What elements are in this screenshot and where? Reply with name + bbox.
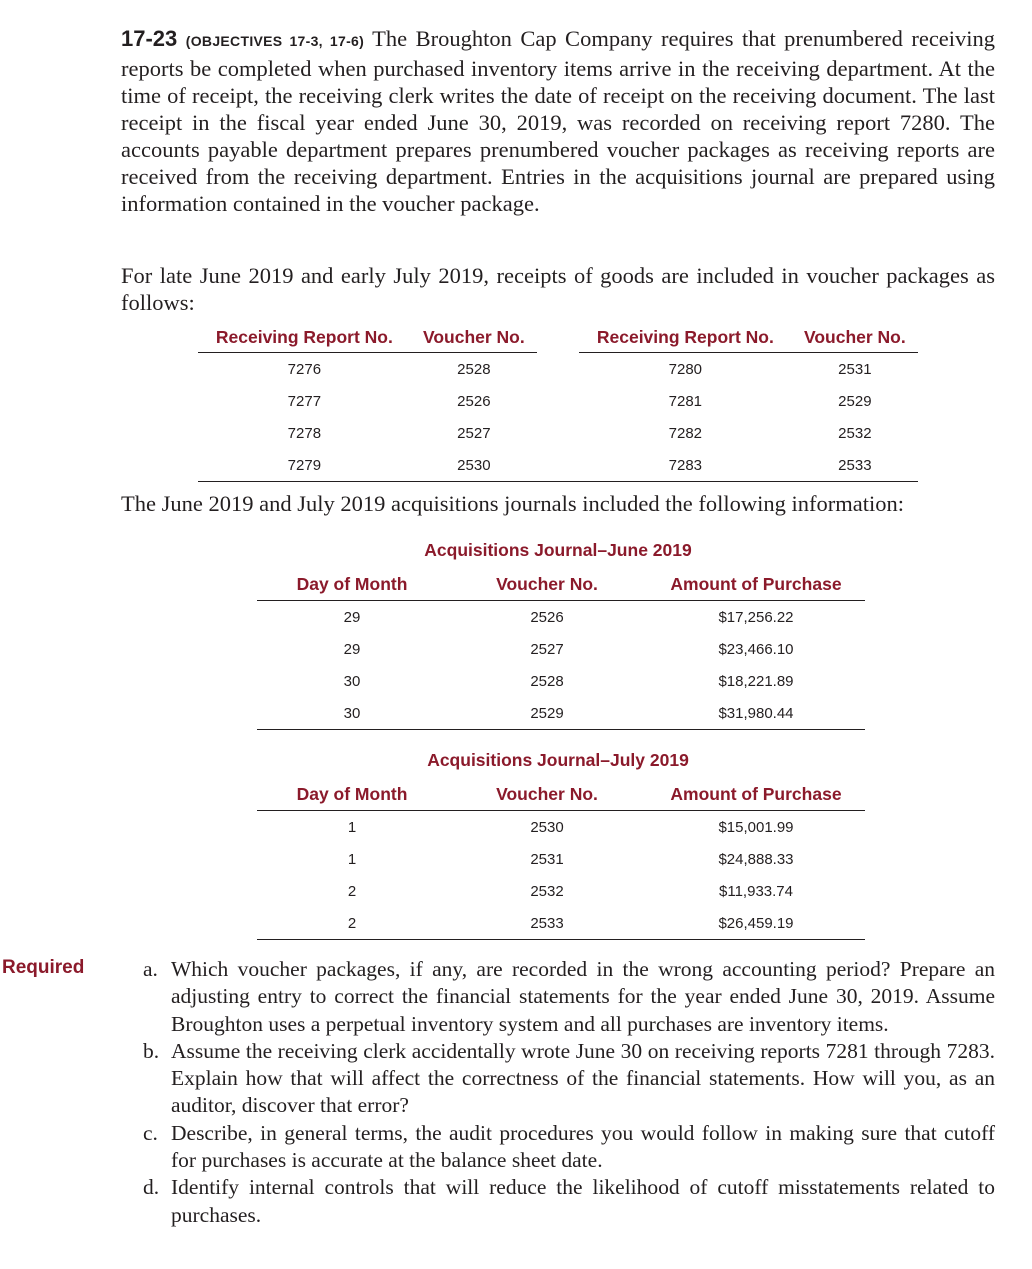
table-cell: $17,256.22 <box>718 608 794 626</box>
item-letter: a. <box>143 957 158 981</box>
table-cell: 2531 <box>838 360 872 378</box>
required-item <box>143 1174 995 1229</box>
table-cell: $18,221.89 <box>718 672 794 690</box>
june-journal-table <box>257 568 865 730</box>
table-cell: 7281 <box>668 392 703 410</box>
required-item <box>143 1120 995 1175</box>
item-letter: b. <box>143 1038 160 1063</box>
table-row <box>198 385 918 417</box>
july-journal-title-wrap <box>0 750 1032 771</box>
table-cell: 7282 <box>668 424 703 442</box>
july-journal-table <box>257 778 865 940</box>
table-cell: 30 <box>343 672 361 690</box>
table-row <box>257 601 865 634</box>
table-cell: 30 <box>257 697 447 730</box>
table-cell: 2533 <box>792 449 918 482</box>
receipts-intro: For late June 2019 and early July 2019, receipts of goods are included in voucher packages as follows: <box>121 263 995 315</box>
table-cell: 2529 <box>838 392 872 410</box>
receipts-header-row <box>198 322 918 353</box>
table-cell: 29 <box>343 608 361 626</box>
table-cell: $11,933.74 <box>719 882 793 900</box>
july-journal-title: Acquisitions Journal–July 2019 <box>427 750 689 770</box>
col-header: Voucher No. <box>411 322 537 353</box>
receipts-table <box>198 322 918 482</box>
col-header: Voucher No. <box>447 778 647 811</box>
table-cell: 7276 <box>287 360 322 378</box>
table-cell: 2 <box>347 882 357 900</box>
table-cell: $26,459.19 <box>647 907 865 940</box>
table-cell: 2526 <box>530 608 564 626</box>
table-row <box>198 417 918 449</box>
required-list <box>143 956 995 1229</box>
item-letter: c. <box>143 1120 158 1145</box>
table-row <box>257 665 865 697</box>
table-cell: 2526 <box>457 392 491 410</box>
july-header-row <box>257 778 865 811</box>
table-cell: 7277 <box>287 392 322 410</box>
col-header: Amount of Purchase <box>647 568 865 601</box>
item-text: Assume the receiving clerk accidentally wrote June 30 on receiving reports 7281 through 7283. Explain how that will affect the correctness of the financial statements. How will you, as an auditor, discover that error? <box>171 1038 995 1118</box>
table-row <box>257 811 865 844</box>
table-cell: $23,466.10 <box>718 640 794 658</box>
table-row <box>257 633 865 665</box>
table-row <box>257 875 865 907</box>
col-header: Receiving Report No. <box>579 322 792 353</box>
col-header: Voucher No. <box>792 322 918 353</box>
item-text: Which voucher packages, if any, are recorded in the wrong accounting period? Prepare an adjusting entry to correct the financial statements for the year ended June 30, 2019. Assume Broughton uses a perpetual inventory system and all purchases are inventory items. <box>171 957 995 1036</box>
table-cell: 2532 <box>530 882 564 900</box>
table-cell: $31,980.44 <box>647 697 865 730</box>
table-cell: 7279 <box>198 449 411 482</box>
journals-intro: The June 2019 and July 2019 acquisitions journals included the following information: <box>121 491 905 516</box>
table-cell: 2528 <box>457 360 491 378</box>
june-journal-title: Acquisitions Journal–June 2019 <box>424 540 692 560</box>
table-row <box>257 843 865 875</box>
table-cell: 2532 <box>838 424 872 442</box>
table-cell: 2531 <box>530 850 564 868</box>
col-header: Voucher No. <box>447 568 647 601</box>
problem-number: 17-23 <box>121 26 178 51</box>
table-cell: 2 <box>257 907 447 940</box>
required-item <box>143 956 995 1038</box>
table-cell: 7278 <box>287 424 322 442</box>
required-label: Required <box>2 957 85 978</box>
table-row <box>257 697 865 730</box>
table-cell: 2530 <box>411 449 537 482</box>
col-header: Day of Month <box>257 778 447 811</box>
table-cell: 29 <box>343 640 361 658</box>
item-text: Describe, in general terms, the audit procedures you would follow in making sure that cutoff for purchases is accurate at the balance sheet date. <box>171 1120 995 1173</box>
problem-text: The Broughton Cap Company requires that prenumbered receiving reports be completed when purchased inventory items arrive in the receiving department. At the time of receipt, the receiving clerk writes the date of receipt on the receiving document. The last receipt in the fiscal year ended June 30, 2019, was recorded on receiving report 7280. The accounts payable department prepares prenumbered voucher packages as receiving reports are received from the receiving department. Entries in the acquisitions journal are prepared using information contained in the voucher package. <box>121 26 996 216</box>
table-cell: $15,001.99 <box>718 818 794 836</box>
table-cell: 7280 <box>668 360 703 378</box>
june-journal-title-wrap <box>0 540 1032 561</box>
table-cell: 2533 <box>447 907 647 940</box>
table-cell: 2529 <box>447 697 647 730</box>
june-header-row <box>257 568 865 601</box>
table-cell: 2527 <box>530 640 564 658</box>
table-cell: 1 <box>347 850 357 868</box>
table-cell: 7283 <box>579 449 792 482</box>
table-cell: 1 <box>347 818 357 836</box>
table-row <box>198 353 918 386</box>
table-row <box>198 449 918 482</box>
table-cell: $24,888.33 <box>718 850 794 868</box>
item-letter: d. <box>143 1175 160 1200</box>
col-header: Amount of Purchase <box>647 778 865 811</box>
col-header: Receiving Report No. <box>198 322 411 353</box>
problem-statement <box>121 25 995 217</box>
item-text: Identify internal controls that will reduce the likelihood of cutoff misstatements related to purchases. <box>171 1175 995 1227</box>
table-cell: 2528 <box>530 672 564 690</box>
required-item <box>143 1038 995 1120</box>
table-cell: 2527 <box>457 424 491 442</box>
col-header: Day of Month <box>257 568 447 601</box>
problem-objectives: (OBJECTIVES 17-3, 17-6) <box>185 33 365 49</box>
table-row <box>257 907 865 940</box>
table-cell: 2530 <box>530 818 564 836</box>
